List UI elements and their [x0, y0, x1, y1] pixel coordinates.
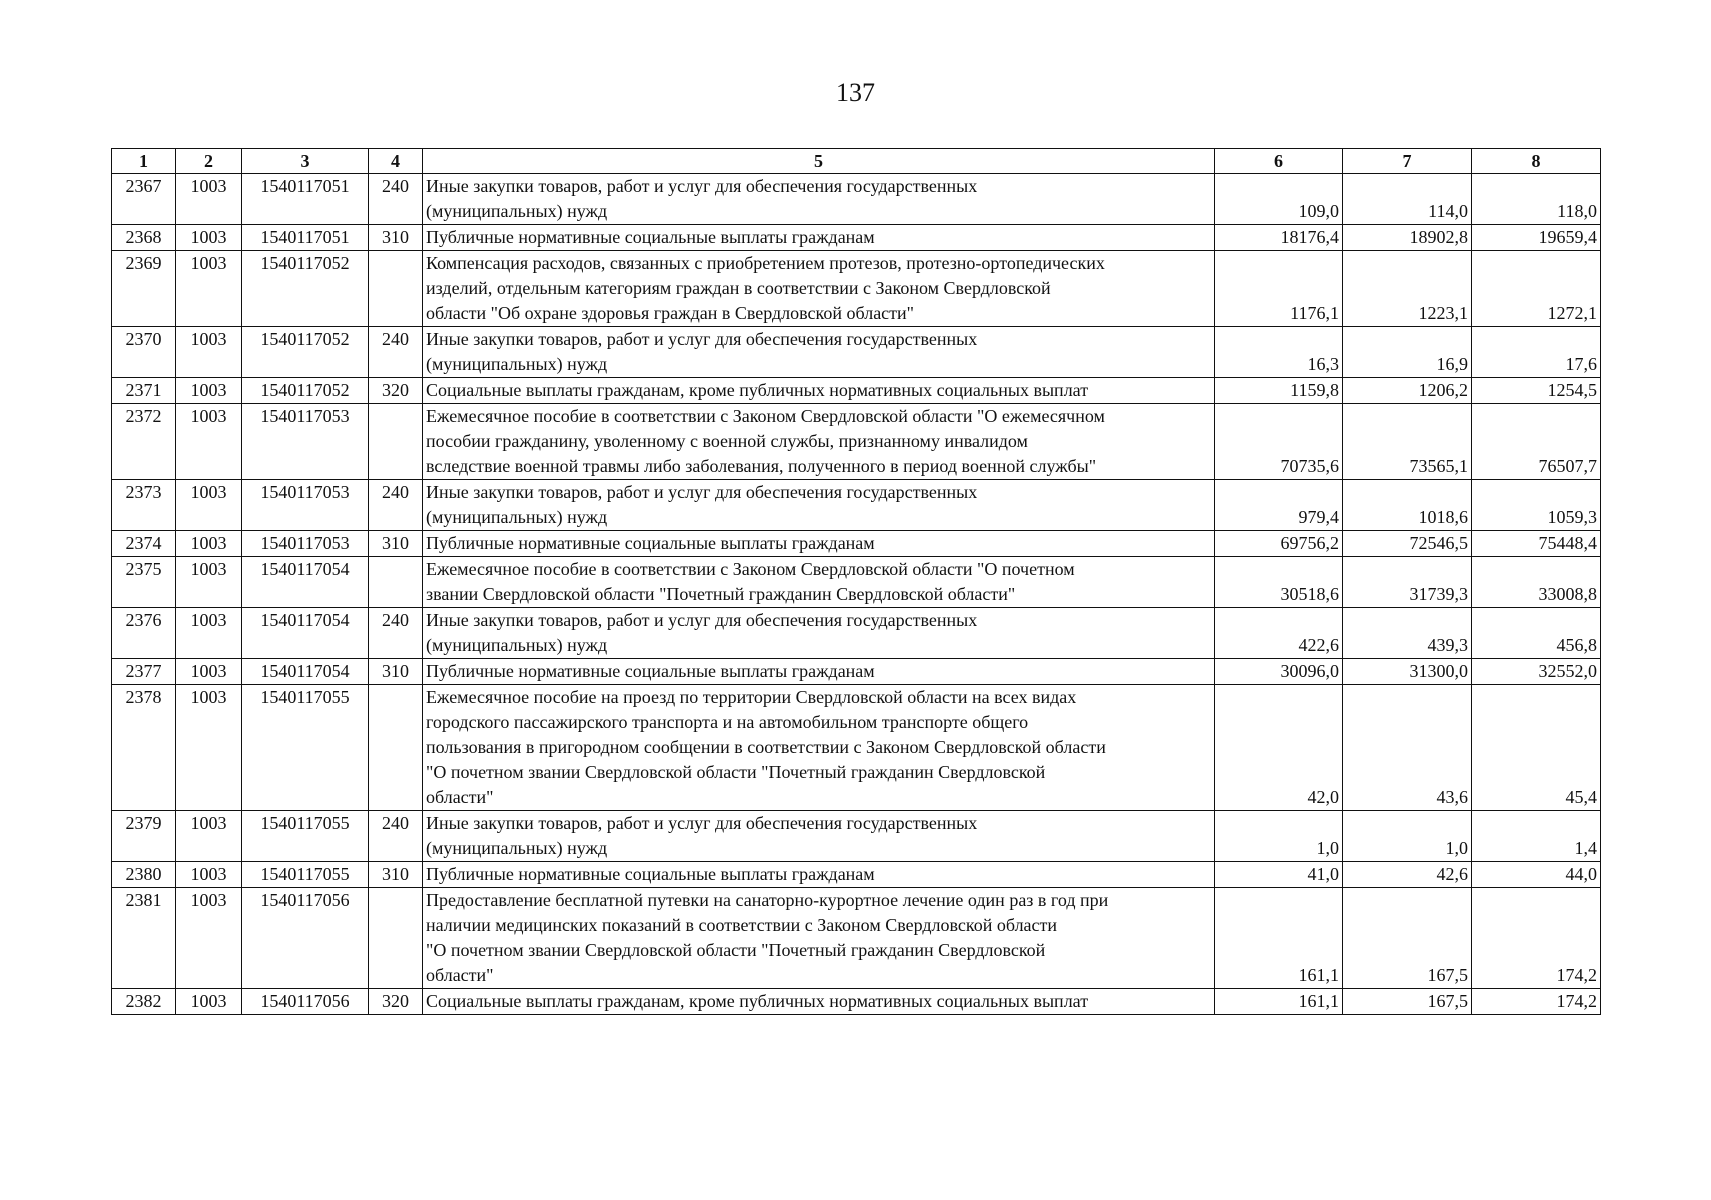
column-header-8: 8 — [1472, 149, 1601, 174]
column-header-6: 6 — [1215, 149, 1343, 174]
row-number: 2374 — [112, 531, 176, 557]
expense-kind-code: 310 — [369, 659, 423, 685]
column-header-1: 1 — [112, 149, 176, 174]
page-number: 137 — [836, 78, 875, 107]
amount-col-8: 456,8 — [1472, 608, 1601, 659]
description: Ежемесячное пособие на проезд по территории Свердловской области на всех видах городского пассажирского транспорта и на автомобильном транспорте общего пользования в пригородном сообщении в соответствии с Законом Свердловской области "О почетном звании Свердловской области "Почетный гражданин Свердловской области" — [423, 685, 1215, 811]
row-number: 2367 — [112, 174, 176, 225]
row-number: 2378 — [112, 685, 176, 811]
target-article-code: 1540117054 — [242, 659, 369, 685]
amount-col-7: 42,6 — [1343, 862, 1472, 888]
amount-col-8: 75448,4 — [1472, 531, 1601, 557]
description: Иные закупки товаров, работ и услуг для обеспечения государственных (муниципальных) нужд — [423, 174, 1215, 225]
section-code: 1003 — [176, 251, 242, 327]
description: Иные закупки товаров, работ и услуг для обеспечения государственных (муниципальных) нужд — [423, 811, 1215, 862]
expense-kind-code — [369, 557, 423, 608]
amount-col-7: 167,5 — [1343, 888, 1472, 989]
table-row — [112, 989, 1601, 1015]
amount-col-8: 1059,3 — [1472, 480, 1601, 531]
expense-kind-code: 240 — [369, 480, 423, 531]
target-article-code: 1540117055 — [242, 685, 369, 811]
amount-col-6: 41,0 — [1215, 862, 1343, 888]
table-row — [112, 659, 1601, 685]
amount-col-8: 45,4 — [1472, 685, 1601, 811]
row-number: 2379 — [112, 811, 176, 862]
amount-col-7: 31300,0 — [1343, 659, 1472, 685]
amount-col-7: 16,9 — [1343, 327, 1472, 378]
amount-col-8: 1272,1 — [1472, 251, 1601, 327]
expense-kind-code: 240 — [369, 608, 423, 659]
amount-col-7: 31739,3 — [1343, 557, 1472, 608]
row-number: 2372 — [112, 404, 176, 480]
target-article-code: 1540117051 — [242, 174, 369, 225]
amount-col-7: 1,0 — [1343, 811, 1472, 862]
target-article-code: 1540117055 — [242, 811, 369, 862]
target-article-code: 1540117054 — [242, 608, 369, 659]
table-row — [112, 685, 1601, 811]
amount-col-8: 32552,0 — [1472, 659, 1601, 685]
amount-col-8: 44,0 — [1472, 862, 1601, 888]
section-code: 1003 — [176, 989, 242, 1015]
amount-col-6: 109,0 — [1215, 174, 1343, 225]
table-row — [112, 608, 1601, 659]
amount-col-7: 114,0 — [1343, 174, 1472, 225]
amount-col-8: 118,0 — [1472, 174, 1601, 225]
amount-col-8: 174,2 — [1472, 888, 1601, 989]
expense-kind-code: 310 — [369, 225, 423, 251]
amount-col-6: 30096,0 — [1215, 659, 1343, 685]
table-row — [112, 557, 1601, 608]
target-article-code: 1540117052 — [242, 251, 369, 327]
row-number: 2370 — [112, 327, 176, 378]
row-number: 2368 — [112, 225, 176, 251]
amount-col-6: 16,3 — [1215, 327, 1343, 378]
amount-col-8: 1254,5 — [1472, 378, 1601, 404]
row-number: 2373 — [112, 480, 176, 531]
description: Иные закупки товаров, работ и услуг для обеспечения государственных (муниципальных) нужд — [423, 608, 1215, 659]
table-body — [112, 174, 1601, 1015]
amount-col-7: 43,6 — [1343, 685, 1472, 811]
amount-col-8: 33008,8 — [1472, 557, 1601, 608]
amount-col-7: 72546,5 — [1343, 531, 1472, 557]
target-article-code: 1540117051 — [242, 225, 369, 251]
section-code: 1003 — [176, 480, 242, 531]
amount-col-6: 18176,4 — [1215, 225, 1343, 251]
expense-kind-code — [369, 685, 423, 811]
expense-kind-code: 240 — [369, 174, 423, 225]
row-number: 2382 — [112, 989, 176, 1015]
row-number: 2380 — [112, 862, 176, 888]
description: Предоставление бесплатной путевки на санаторно-курортное лечение один раз в год при наличии медицинских показаний в соответствии с Законом Свердловской области "О почетном звании Свердловской области "Почетный гражданин Свердловской области" — [423, 888, 1215, 989]
section-code: 1003 — [176, 174, 242, 225]
row-number: 2371 — [112, 378, 176, 404]
description: Ежемесячное пособие в соответствии с Законом Свердловской области "О почетном звании Свердловской области "Почетный гражданин Свердловской области" — [423, 557, 1215, 608]
section-code: 1003 — [176, 327, 242, 378]
table-row — [112, 251, 1601, 327]
target-article-code: 1540117056 — [242, 989, 369, 1015]
table-row — [112, 480, 1601, 531]
amount-col-6: 1176,1 — [1215, 251, 1343, 327]
table-row — [112, 404, 1601, 480]
target-article-code: 1540117053 — [242, 404, 369, 480]
amount-col-7: 167,5 — [1343, 989, 1472, 1015]
row-number: 2375 — [112, 557, 176, 608]
expense-kind-code: 310 — [369, 862, 423, 888]
amount-col-7: 73565,1 — [1343, 404, 1472, 480]
amount-col-7: 18902,8 — [1343, 225, 1472, 251]
amount-col-6: 70735,6 — [1215, 404, 1343, 480]
target-article-code: 1540117054 — [242, 557, 369, 608]
description: Социальные выплаты гражданам, кроме публичных нормативных социальных выплат — [423, 378, 1215, 404]
row-number: 2381 — [112, 888, 176, 989]
expense-kind-code: 320 — [369, 989, 423, 1015]
target-article-code: 1540117053 — [242, 531, 369, 557]
table-row — [112, 531, 1601, 557]
column-header-7: 7 — [1343, 149, 1472, 174]
table-row — [112, 225, 1601, 251]
amount-col-6: 42,0 — [1215, 685, 1343, 811]
table-row — [112, 888, 1601, 989]
section-code: 1003 — [176, 557, 242, 608]
description: Публичные нормативные социальные выплаты гражданам — [423, 225, 1215, 251]
expense-kind-code: 320 — [369, 378, 423, 404]
amount-col-6: 161,1 — [1215, 888, 1343, 989]
description: Компенсация расходов, связанных с приобретением протезов, протезно-ортопедических изделий, отдельным категориям граждан в соответствии с Законом Свердловской области "Об охране здоровья граждан в Свердловской области" — [423, 251, 1215, 327]
section-code: 1003 — [176, 378, 242, 404]
row-number: 2376 — [112, 608, 176, 659]
amount-col-6: 30518,6 — [1215, 557, 1343, 608]
amount-col-7: 1206,2 — [1343, 378, 1472, 404]
table-row — [112, 811, 1601, 862]
row-number: 2377 — [112, 659, 176, 685]
amount-col-7: 1018,6 — [1343, 480, 1472, 531]
target-article-code: 1540117052 — [242, 378, 369, 404]
expense-kind-code: 310 — [369, 531, 423, 557]
section-code: 1003 — [176, 608, 242, 659]
description: Публичные нормативные социальные выплаты гражданам — [423, 531, 1215, 557]
section-code: 1003 — [176, 811, 242, 862]
budget-table — [111, 148, 1601, 1015]
amount-col-6: 979,4 — [1215, 480, 1343, 531]
column-header-3: 3 — [242, 149, 369, 174]
expense-kind-code: 240 — [369, 811, 423, 862]
amount-col-8: 174,2 — [1472, 989, 1601, 1015]
amount-col-8: 1,4 — [1472, 811, 1601, 862]
description: Социальные выплаты гражданам, кроме публичных нормативных социальных выплат — [423, 989, 1215, 1015]
amount-col-7: 1223,1 — [1343, 251, 1472, 327]
column-header-2: 2 — [176, 149, 242, 174]
row-number: 2369 — [112, 251, 176, 327]
target-article-code: 1540117053 — [242, 480, 369, 531]
table-row — [112, 378, 1601, 404]
expense-kind-code: 240 — [369, 327, 423, 378]
amount-col-6: 1,0 — [1215, 811, 1343, 862]
target-article-code: 1540117052 — [242, 327, 369, 378]
column-header-5: 5 — [423, 149, 1215, 174]
amount-col-6: 69756,2 — [1215, 531, 1343, 557]
expense-kind-code — [369, 404, 423, 480]
amount-col-8: 17,6 — [1472, 327, 1601, 378]
description: Публичные нормативные социальные выплаты гражданам — [423, 862, 1215, 888]
target-article-code: 1540117056 — [242, 888, 369, 989]
table-row — [112, 862, 1601, 888]
description: Иные закупки товаров, работ и услуг для обеспечения государственных (муниципальных) нужд — [423, 480, 1215, 531]
section-code: 1003 — [176, 225, 242, 251]
section-code: 1003 — [176, 659, 242, 685]
section-code: 1003 — [176, 685, 242, 811]
expense-kind-code — [369, 251, 423, 327]
table-row — [112, 327, 1601, 378]
header-row — [112, 149, 1601, 174]
section-code: 1003 — [176, 888, 242, 989]
amount-col-8: 76507,7 — [1472, 404, 1601, 480]
column-header-4: 4 — [369, 149, 423, 174]
amount-col-6: 422,6 — [1215, 608, 1343, 659]
amount-col-7: 439,3 — [1343, 608, 1472, 659]
table-row — [112, 174, 1601, 225]
amount-col-6: 1159,8 — [1215, 378, 1343, 404]
section-code: 1003 — [176, 531, 242, 557]
section-code: 1003 — [176, 862, 242, 888]
amount-col-6: 161,1 — [1215, 989, 1343, 1015]
description: Ежемесячное пособие в соответствии с Законом Свердловской области "О ежемесячном пособии гражданину, уволенному с военной службы, признанному инвалидом вследствие военной травмы либо заболевания, полученного в период военной службы" — [423, 404, 1215, 480]
amount-col-8: 19659,4 — [1472, 225, 1601, 251]
description: Иные закупки товаров, работ и услуг для обеспечения государственных (муниципальных) нужд — [423, 327, 1215, 378]
target-article-code: 1540117055 — [242, 862, 369, 888]
section-code: 1003 — [176, 404, 242, 480]
description: Публичные нормативные социальные выплаты гражданам — [423, 659, 1215, 685]
expense-kind-code — [369, 888, 423, 989]
